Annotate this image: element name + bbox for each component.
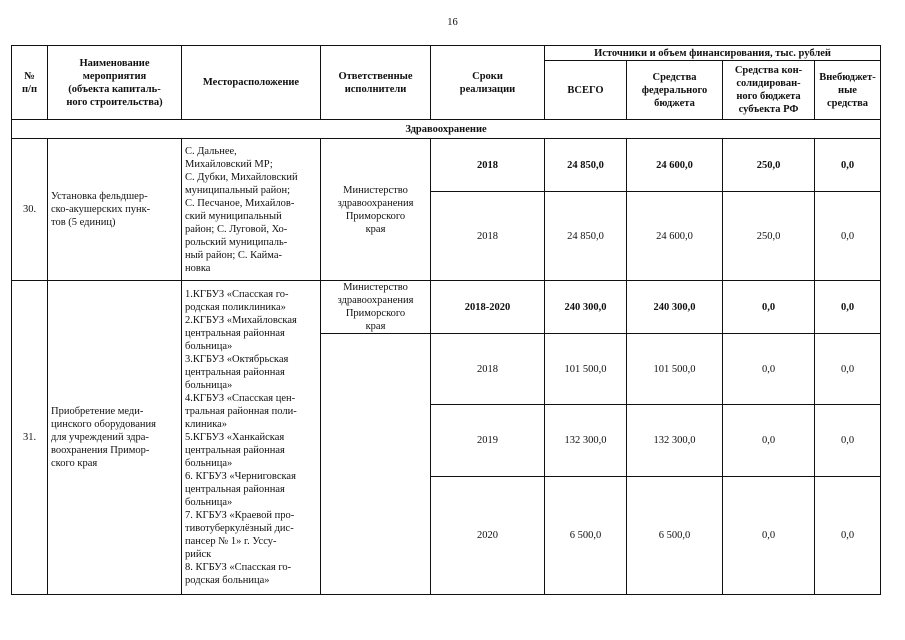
empty-cell [321,334,431,595]
cell-federal: 6 500,0 [627,477,723,595]
cell-total: 132 300,0 [545,405,627,477]
table-row [12,281,881,334]
cell-extra: 0,0 [815,334,881,405]
row-responsible: Министерство здравоохранения Приморского края [321,139,431,281]
cell-term: 2018-2020 [431,281,545,334]
row-responsible: Министерство здравоохранения Приморского края [321,281,431,334]
cell-federal: 240 300,0 [627,281,723,334]
row-name: Приобретение меди- цинского оборудования для учреждений здра- воохранения Примор- ского края [48,281,182,595]
cell-extra: 0,0 [815,139,881,192]
cell-term: 2018 [431,192,545,281]
col-header-num: № п/п [12,46,48,120]
cell-total: 101 500,0 [545,334,627,405]
cell-extra: 0,0 [815,405,881,477]
cell-federal: 132 300,0 [627,405,723,477]
row-name: Установка фельдшер- ско-акушерских пунк- тов (5 единиц) [48,139,182,281]
funding-table [11,45,881,595]
row-num: 31. [12,281,48,595]
cell-total: 6 500,0 [545,477,627,595]
col-header-responsible: Ответственные исполнители [321,46,431,120]
cell-regional: 250,0 [723,139,815,192]
cell-regional: 250,0 [723,192,815,281]
col-header-terms: Сроки реализации [431,46,545,120]
col-header-extra: Внебюджет- ные средства [815,61,881,120]
col-header-location: Месторасположение [182,46,321,120]
row-location: С. Дальнее, Михайловский МР; С. Дубки, Михайловский муниципальный район; С. Песчаное, Михайлов- ский муниципальный район; С. Луговой, Хо- рольский муниципаль- ный район; С. Кайма- новка [182,139,321,281]
page-number: 16 [447,17,458,28]
cell-federal: 101 500,0 [627,334,723,405]
cell-regional: 0,0 [723,477,815,595]
cell-federal: 24 600,0 [627,192,723,281]
cell-regional: 0,0 [723,334,815,405]
cell-total: 24 850,0 [545,139,627,192]
cell-total: 24 850,0 [545,192,627,281]
cell-term: 2020 [431,477,545,595]
cell-term: 2018 [431,334,545,405]
cell-term: 2018 [431,139,545,192]
cell-term: 2019 [431,405,545,477]
cell-total: 240 300,0 [545,281,627,334]
section-title: Здравоохранение [12,120,881,139]
cell-extra: 0,0 [815,281,881,334]
col-header-funding: Источники и объем финансирования, тыс. рублей [545,46,881,61]
col-header-regional: Средства кон- солидирован- ного бюджета субъекта РФ [723,61,815,120]
col-header-total: ВСЕГО [545,61,627,120]
col-header-federal: Средства федерального бюджета [627,61,723,120]
row-num: 30. [12,139,48,281]
cell-regional: 0,0 [723,281,815,334]
col-header-name: Наименование мероприятия (объекта капиталь- ного строительства) [48,46,182,120]
table-row [12,139,881,192]
cell-regional: 0,0 [723,405,815,477]
row-location: 1.КГБУЗ «Спасская го- родская поликлиника» 2.КГБУЗ «Михайловская центральная районная больница» 3.КГБУЗ «Октябрьская центральная районная больница» 4.КГБУЗ «Спасская цен- тральная районная поли- клиника» 5.КГБУЗ «Ханкайская центральная районная больница» 6. КГБУЗ «Черниговская центральная районная больница» 7. КГБУЗ «Краевой про- тивотуберкулёзный дис- пансер № 1» г. Уссу- рийск 8. КГБУЗ «Спасская го- родская больница» [182,281,321,595]
cell-extra: 0,0 [815,192,881,281]
cell-federal: 24 600,0 [627,139,723,192]
cell-extra: 0,0 [815,477,881,595]
